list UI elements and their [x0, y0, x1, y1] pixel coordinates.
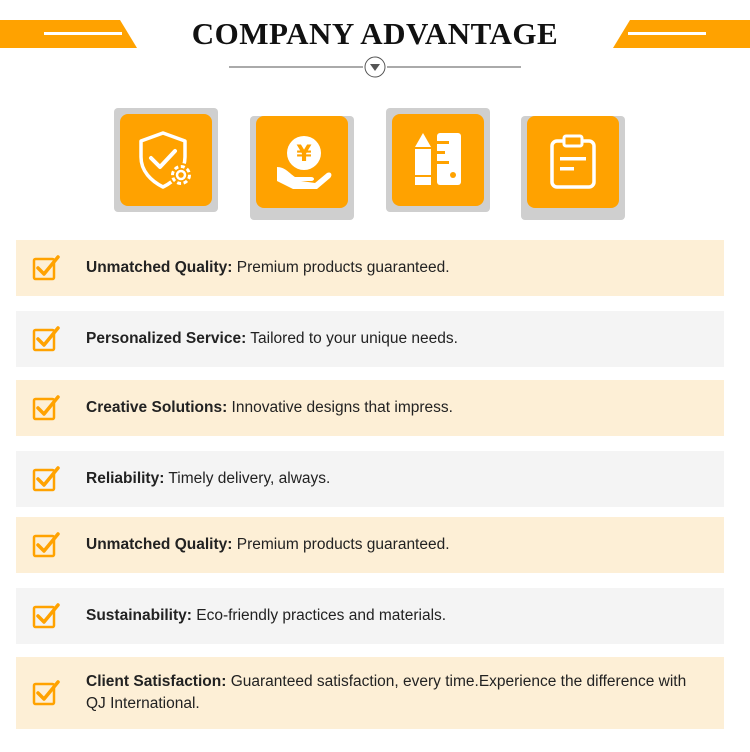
advantage-text: [86, 397, 710, 419]
advantage-label: Personalized Service:: [86, 330, 247, 347]
list-item: [16, 657, 724, 729]
list-item: [16, 240, 724, 296]
icon-tile-price: [250, 116, 354, 220]
advantage-label: Creative Solutions:: [86, 399, 228, 416]
advantage-description: Innovative designs that impress.: [227, 399, 453, 416]
advantage-text: [86, 605, 710, 627]
pencil-ruler-icon: [407, 129, 469, 191]
advantage-label: Unmatched Quality:: [86, 536, 233, 553]
list-item: [16, 311, 724, 367]
checkbox-checked-icon: [32, 602, 60, 630]
advantage-description: Timely delivery, always.: [164, 470, 331, 487]
advantage-text: [86, 534, 710, 556]
checkbox-checked-icon: [32, 394, 60, 422]
advantage-text: [86, 257, 710, 279]
yen-coin-hand-icon: [271, 131, 333, 193]
advantage-description: Premium products guaranteed.: [232, 536, 450, 553]
checkbox-checked-icon: [32, 254, 60, 282]
advantage-label: Sustainability:: [86, 607, 192, 624]
advantage-description: Tailored to your unique needs.: [246, 330, 458, 347]
checkbox-checked-icon: [32, 531, 60, 559]
advantage-description: Eco-friendly practices and materials.: [191, 607, 447, 624]
shield-gear-icon: [135, 129, 197, 191]
clipboard-icon: [542, 131, 604, 193]
list-item: [16, 517, 724, 573]
icon-tile-planning: [521, 116, 625, 220]
advantage-text: [86, 671, 710, 715]
advantage-label: Client Satisfaction:: [86, 673, 227, 690]
advantage-text: [86, 328, 710, 350]
icon-tile-quality: [114, 108, 218, 212]
svg-text:¥: ¥: [296, 142, 312, 167]
list-item: [16, 588, 724, 644]
title-divider: [229, 56, 521, 78]
feature-icons: [0, 108, 750, 218]
icon-tile-design: [386, 108, 490, 212]
checkbox-checked-icon: [32, 679, 60, 707]
checkbox-checked-icon: [32, 465, 60, 493]
checkbox-checked-icon: [32, 325, 60, 353]
advantage-description: Guaranteed satisfaction, every time.Experience the difference with QJ International.: [86, 673, 687, 712]
advantage-label: Unmatched Quality:: [86, 259, 233, 276]
advantage-label: Reliability:: [86, 470, 165, 487]
list-item: [16, 451, 724, 507]
page-title: COMPANY ADVANTAGE: [191, 16, 559, 51]
advantage-description: Premium products guaranteed.: [232, 259, 450, 276]
list-item: [16, 380, 724, 436]
advantage-text: [86, 468, 710, 490]
